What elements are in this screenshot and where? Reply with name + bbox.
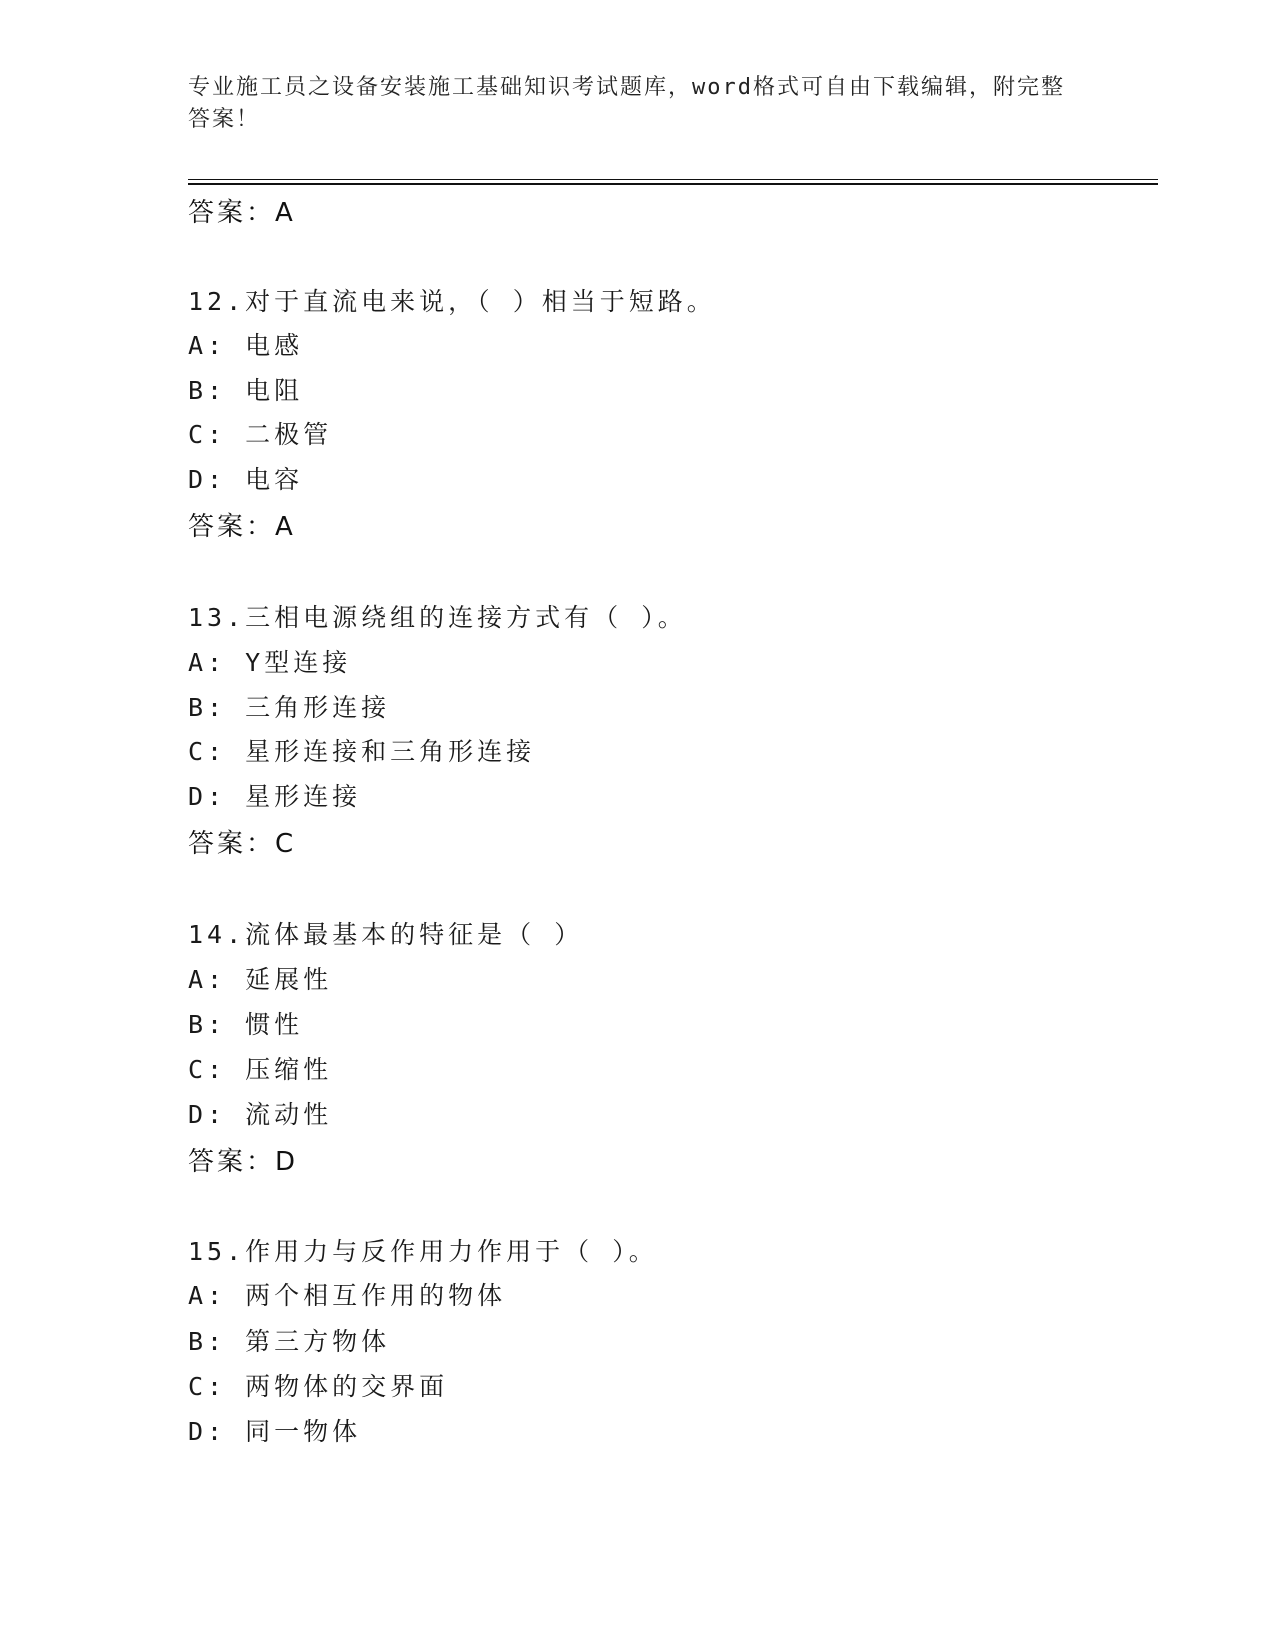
question-12-option-d: D: 电容 — [188, 465, 304, 494]
question-13-option-b: B: 三角形连接 — [188, 693, 391, 722]
question-13-option-a: A: Y型连接 — [188, 648, 352, 677]
answer-previous: 答案：A — [188, 198, 296, 228]
question-14-stem: 14.流体最基本的特征是（ ） — [188, 920, 584, 949]
question-13-stem: 13.三相电源绕组的连接方式有（ ）。 — [188, 603, 687, 632]
question-13-answer: 答案：C — [188, 829, 297, 859]
question-12-option-a: A: 电感 — [188, 331, 304, 360]
question-12-answer: 答案：A — [188, 512, 296, 542]
question-15-stem: 15.作用力与反作用力作用于（ ）。 — [188, 1237, 658, 1266]
question-12-stem: 12.对于直流电来说，（ ）相当于短路。 — [188, 287, 716, 316]
question-14-answer: 答案：D — [188, 1147, 299, 1177]
question-14-option-d: D: 流动性 — [188, 1100, 333, 1129]
question-15-option-b: B: 第三方物体 — [188, 1327, 391, 1356]
question-15-option-a: A: 两个相互作用的物体 — [188, 1281, 507, 1310]
question-15-option-c: C: 两物体的交界面 — [188, 1372, 449, 1401]
question-12-option-b: B: 电阻 — [188, 376, 304, 405]
question-15-option-d: D: 同一物体 — [188, 1417, 362, 1446]
document-header-text: 专业施工员之设备安装施工基础知识考试题库，word格式可自由下载编辑，附完整答案！ — [188, 75, 1065, 132]
question-12-option-c: C: 二极管 — [188, 420, 333, 449]
question-14-option-c: C: 压缩性 — [188, 1055, 333, 1084]
question-14-option-a: A: 延展性 — [188, 965, 333, 994]
question-13-option-d: D: 星形连接 — [188, 782, 362, 811]
question-14-option-b: B: 惯性 — [188, 1010, 304, 1039]
question-13-option-c: C: 星形连接和三角形连接 — [188, 737, 536, 766]
header-divider-thick — [188, 183, 1158, 185]
header-divider-thin — [188, 179, 1158, 180]
